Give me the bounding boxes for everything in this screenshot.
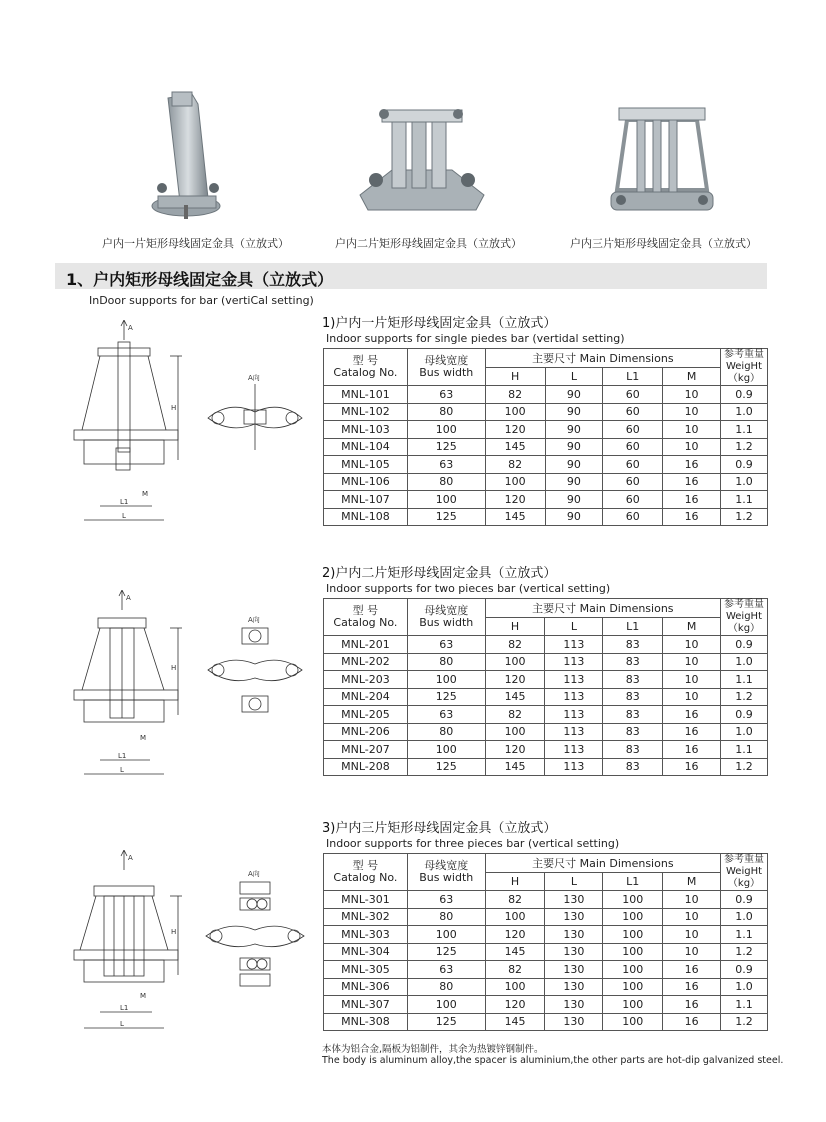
header-weight: 参考重量 WeigHt （kg） <box>720 349 767 386</box>
cell-l: 113 <box>545 741 603 759</box>
cell-l1: 83 <box>603 758 663 776</box>
table-row <box>324 978 768 996</box>
cell-l: 130 <box>545 908 603 926</box>
cell-h: 82 <box>485 456 545 474</box>
cell-m: 16 <box>663 996 721 1014</box>
cell-l: 90 <box>545 473 603 491</box>
header-l1: L1 <box>603 617 663 636</box>
drawing-front-view-3 <box>70 850 190 1040</box>
cell-bus-width: 80 <box>407 723 485 741</box>
cell-catalog-no: MNL-303 <box>324 926 408 944</box>
cell-l1: 100 <box>603 1013 663 1031</box>
label-l: L <box>120 1020 124 1028</box>
cell-weight: 1.1 <box>720 491 767 509</box>
label-m: M <box>140 992 147 1000</box>
header-l1: L1 <box>603 367 663 386</box>
cell-h: 82 <box>485 386 545 404</box>
header-dims: 主要尺寸 Main Dimensions <box>485 599 720 618</box>
label-a-view: A向 <box>248 374 260 382</box>
table-row <box>324 491 768 509</box>
cell-m: 16 <box>663 473 721 491</box>
cell-m: 16 <box>663 456 721 474</box>
cell-weight: 1.0 <box>721 978 768 996</box>
cell-catalog-no: MNL-104 <box>324 438 408 456</box>
table-row <box>324 996 768 1014</box>
header-model: 型 号 Catalog No. <box>324 349 408 386</box>
cell-catalog-no: MNL-301 <box>324 891 408 909</box>
cell-h: 100 <box>485 403 545 421</box>
cell-h: 120 <box>485 926 545 944</box>
cell-l: 113 <box>545 653 603 671</box>
cell-weight: 1.2 <box>720 438 767 456</box>
cell-catalog-no: MNL-304 <box>324 943 408 961</box>
table-row <box>324 723 768 741</box>
header-h: H <box>485 617 545 636</box>
cell-h: 145 <box>485 1013 545 1031</box>
cell-m: 10 <box>663 943 721 961</box>
cell-catalog-no: MNL-108 <box>324 508 408 526</box>
cell-h: 145 <box>485 943 545 961</box>
cell-weight: 1.1 <box>720 671 767 689</box>
label-h: H <box>171 404 177 412</box>
cell-weight: 0.9 <box>720 456 767 474</box>
cell-m: 10 <box>663 926 721 944</box>
cell-catalog-no: MNL-206 <box>324 723 408 741</box>
cell-l: 113 <box>545 758 603 776</box>
cell-bus-width: 80 <box>407 403 485 421</box>
product-photo-one-piece <box>150 90 230 220</box>
cell-h: 82 <box>485 706 545 724</box>
cell-bus-width: 80 <box>407 473 485 491</box>
cell-l: 130 <box>545 943 603 961</box>
cell-weight: 0.9 <box>721 891 768 909</box>
header-dims: 主要尺寸 Main Dimensions <box>485 349 720 368</box>
cell-l1: 100 <box>603 943 663 961</box>
cell-bus-width: 63 <box>407 386 485 404</box>
table-1-subtitle: Indoor supports for single piedes bar (vertidal setting) <box>326 332 625 345</box>
cell-l1: 83 <box>603 653 663 671</box>
cell-m: 10 <box>663 386 721 404</box>
drawing-front-view-1 <box>70 320 190 530</box>
cell-weight: 1.1 <box>720 421 767 439</box>
cell-catalog-no: MNL-202 <box>324 653 408 671</box>
cell-l1: 100 <box>603 908 663 926</box>
cell-l: 113 <box>545 688 603 706</box>
cell-l: 90 <box>545 508 603 526</box>
cell-bus-width: 125 <box>407 758 485 776</box>
cell-l1: 83 <box>603 688 663 706</box>
table-row <box>324 421 768 439</box>
section-title: 1、户内矩形母线固定金具（立放式） <box>66 270 334 289</box>
cell-l: 130 <box>545 978 603 996</box>
cell-weight: 1.2 <box>720 508 767 526</box>
label-a-view: A向 <box>248 870 260 878</box>
table-row <box>324 1013 768 1031</box>
cell-l1: 100 <box>603 996 663 1014</box>
cell-h: 100 <box>485 723 545 741</box>
cell-h: 100 <box>485 978 545 996</box>
cell-h: 145 <box>485 438 545 456</box>
table-1 <box>323 348 768 526</box>
cell-bus-width: 100 <box>407 741 485 759</box>
header-weight: 参考重量 WeigHt （kg） <box>720 599 767 636</box>
cell-weight: 1.0 <box>720 403 767 421</box>
label-a: A <box>128 854 133 862</box>
label-h: H <box>171 664 177 672</box>
label-m: M <box>142 490 149 498</box>
cell-bus-width: 63 <box>407 456 485 474</box>
cell-m: 10 <box>663 403 721 421</box>
cell-catalog-no: MNL-306 <box>324 978 408 996</box>
header-m: M <box>663 617 721 636</box>
table-row <box>324 908 768 926</box>
cell-m: 10 <box>663 688 721 706</box>
cell-h: 100 <box>485 473 545 491</box>
header-m: M <box>663 872 721 891</box>
cell-bus-width: 125 <box>407 438 485 456</box>
cell-l: 130 <box>545 891 603 909</box>
material-note-en: The body is aluminum alloy,the spacer is aluminium,the other parts are hot-dip galvanized steel. <box>322 1055 784 1066</box>
product-photo-three-piece <box>607 100 717 225</box>
header-bus-width: 母线宽度 Bus width <box>407 349 485 386</box>
cell-bus-width: 100 <box>407 926 485 944</box>
cell-weight: 1.0 <box>720 653 767 671</box>
cell-h: 100 <box>485 908 545 926</box>
cell-l1: 60 <box>603 438 663 456</box>
cell-m: 16 <box>663 978 721 996</box>
cell-l1: 60 <box>603 403 663 421</box>
cell-weight: 1.2 <box>720 688 767 706</box>
label-l: L <box>122 512 126 520</box>
cell-m: 16 <box>663 741 721 759</box>
cell-m: 10 <box>663 421 721 439</box>
cell-h: 120 <box>485 421 545 439</box>
cell-l1: 100 <box>603 961 663 979</box>
cell-h: 120 <box>485 996 545 1014</box>
cell-m: 16 <box>663 491 721 509</box>
cell-catalog-no: MNL-105 <box>324 456 408 474</box>
table-row <box>324 961 768 979</box>
cell-weight: 1.2 <box>721 1013 768 1031</box>
table-2-subtitle: Indoor supports for two pieces bar (vertical setting) <box>326 582 611 595</box>
cell-h: 145 <box>485 758 545 776</box>
table-3-title: 3)户内三片矩形母线固定金具（立放式） <box>322 821 557 836</box>
cell-h: 120 <box>485 741 545 759</box>
cell-m: 10 <box>663 671 721 689</box>
cell-l1: 83 <box>603 636 663 654</box>
cell-l: 90 <box>545 421 603 439</box>
table-2-title: 2)户内二片矩形母线固定金具（立放式） <box>322 566 557 581</box>
cell-catalog-no: MNL-203 <box>324 671 408 689</box>
table-1-title: 1)户内一片矩形母线固定金具（立放式） <box>322 316 557 331</box>
table-row <box>324 758 768 776</box>
cell-l: 90 <box>545 386 603 404</box>
cell-h: 120 <box>485 671 545 689</box>
table-row <box>324 653 768 671</box>
cell-l: 113 <box>545 636 603 654</box>
table-row <box>324 671 768 689</box>
cell-weight: 1.1 <box>721 996 768 1014</box>
cell-weight: 1.2 <box>721 943 768 961</box>
cell-l: 90 <box>545 438 603 456</box>
cell-bus-width: 100 <box>407 491 485 509</box>
cell-h: 145 <box>485 688 545 706</box>
cell-bus-width: 63 <box>407 636 485 654</box>
cell-m: 16 <box>663 758 721 776</box>
cell-catalog-no: MNL-207 <box>324 741 408 759</box>
cell-l1: 100 <box>603 891 663 909</box>
label-l1: L1 <box>120 498 129 506</box>
cell-l1: 100 <box>603 926 663 944</box>
label-l: L <box>120 766 124 774</box>
cell-weight: 0.9 <box>720 706 767 724</box>
drawing-a-view-2 <box>200 612 310 722</box>
cell-l1: 100 <box>603 978 663 996</box>
cell-weight: 1.0 <box>720 473 767 491</box>
table-row <box>324 386 768 404</box>
header-l: L <box>545 872 603 891</box>
table-row <box>324 636 768 654</box>
cell-weight: 1.0 <box>720 723 767 741</box>
cell-weight: 0.9 <box>721 961 768 979</box>
label-l1: L1 <box>118 752 127 760</box>
cell-bus-width: 100 <box>407 996 485 1014</box>
table-row <box>324 706 768 724</box>
cell-l1: 60 <box>603 508 663 526</box>
table-row <box>324 943 768 961</box>
header-m: M <box>663 367 721 386</box>
photo-caption-one-piece: 户内一片矩形母线固定金具（立放式） <box>102 237 289 250</box>
header-bus-width: 母线宽度 Bus width <box>407 854 485 891</box>
table-3-subtitle: Indoor supports for three pieces bar (vertical setting) <box>326 837 620 850</box>
cell-l1: 60 <box>603 386 663 404</box>
label-a: A <box>126 594 131 602</box>
cell-l1: 83 <box>603 706 663 724</box>
cell-m: 10 <box>663 438 721 456</box>
cell-m: 16 <box>663 508 721 526</box>
drawing-front-view-2 <box>70 590 190 780</box>
cell-h: 120 <box>485 491 545 509</box>
drawing-a-view-1 <box>200 370 310 460</box>
label-m: M <box>140 734 147 742</box>
cell-m: 10 <box>663 636 721 654</box>
header-h: H <box>485 367 545 386</box>
cell-m: 10 <box>663 653 721 671</box>
cell-h: 100 <box>485 653 545 671</box>
cell-m: 16 <box>663 1013 721 1031</box>
cell-catalog-no: MNL-302 <box>324 908 408 926</box>
cell-m: 16 <box>663 723 721 741</box>
header-bus-width: 母线宽度 Bus width <box>407 599 485 636</box>
cell-weight: 0.9 <box>720 386 767 404</box>
cell-l1: 83 <box>603 723 663 741</box>
cell-l: 113 <box>545 671 603 689</box>
cell-l: 130 <box>545 961 603 979</box>
table-row <box>324 891 768 909</box>
table-row <box>324 741 768 759</box>
cell-l1: 60 <box>603 421 663 439</box>
cell-catalog-no: MNL-208 <box>324 758 408 776</box>
cell-bus-width: 80 <box>407 978 485 996</box>
cell-l: 113 <box>545 706 603 724</box>
table-2 <box>323 598 768 776</box>
drawing-a-view-3 <box>200 866 310 996</box>
cell-catalog-no: MNL-107 <box>324 491 408 509</box>
cell-bus-width: 125 <box>407 943 485 961</box>
cell-catalog-no: MNL-103 <box>324 421 408 439</box>
label-a: A <box>128 324 133 332</box>
photo-caption-two-piece: 户内二片矩形母线固定金具（立放式） <box>335 237 522 250</box>
cell-h: 82 <box>485 636 545 654</box>
table-row <box>324 508 768 526</box>
cell-bus-width: 125 <box>407 688 485 706</box>
cell-bus-width: 100 <box>407 421 485 439</box>
cell-weight: 1.1 <box>720 741 767 759</box>
table-row <box>324 403 768 421</box>
cell-catalog-no: MNL-305 <box>324 961 408 979</box>
cell-weight: 1.1 <box>721 926 768 944</box>
cell-l1: 60 <box>603 473 663 491</box>
cell-catalog-no: MNL-204 <box>324 688 408 706</box>
cell-l1: 60 <box>603 456 663 474</box>
table-row <box>324 926 768 944</box>
cell-l: 130 <box>545 926 603 944</box>
table-3 <box>323 853 768 1031</box>
cell-l1: 83 <box>603 671 663 689</box>
cell-bus-width: 63 <box>407 961 485 979</box>
section-subtitle: InDoor supports for bar (vertiCal setting) <box>89 294 314 307</box>
cell-bus-width: 80 <box>407 908 485 926</box>
cell-m: 10 <box>663 908 721 926</box>
cell-m: 16 <box>663 961 721 979</box>
header-model: 型 号 Catalog No. <box>324 599 408 636</box>
cell-m: 16 <box>663 706 721 724</box>
cell-bus-width: 100 <box>407 671 485 689</box>
header-weight: 参考重量 WeigHt （kg） <box>721 854 768 891</box>
table-row <box>324 438 768 456</box>
cell-bus-width: 125 <box>407 508 485 526</box>
table-row <box>324 456 768 474</box>
cell-l: 90 <box>545 491 603 509</box>
cell-catalog-no: MNL-205 <box>324 706 408 724</box>
header-dims: 主要尺寸 Main Dimensions <box>485 854 720 873</box>
material-note-cn: 本体为铝合金,隔板为铝制件，其余为热镀锌钢制件。 <box>322 1044 544 1055</box>
cell-l: 90 <box>545 403 603 421</box>
table-row <box>324 473 768 491</box>
cell-l: 130 <box>545 996 603 1014</box>
cell-l1: 60 <box>603 491 663 509</box>
cell-bus-width: 80 <box>407 653 485 671</box>
header-l: L <box>545 367 603 386</box>
cell-l: 90 <box>545 456 603 474</box>
cell-catalog-no: MNL-307 <box>324 996 408 1014</box>
label-h: H <box>171 928 177 936</box>
cell-catalog-no: MNL-106 <box>324 473 408 491</box>
cell-h: 82 <box>485 961 545 979</box>
header-l: L <box>545 617 603 636</box>
cell-catalog-no: MNL-102 <box>324 403 408 421</box>
header-model: 型 号 Catalog No. <box>324 854 408 891</box>
cell-bus-width: 125 <box>407 1013 485 1031</box>
table-row <box>324 688 768 706</box>
product-photo-two-piece <box>352 100 492 225</box>
label-a-view: A向 <box>248 616 260 624</box>
cell-bus-width: 63 <box>407 891 485 909</box>
cell-h: 145 <box>485 508 545 526</box>
cell-weight: 1.0 <box>721 908 768 926</box>
cell-bus-width: 63 <box>407 706 485 724</box>
cell-l1: 83 <box>603 741 663 759</box>
cell-catalog-no: MNL-201 <box>324 636 408 654</box>
cell-weight: 0.9 <box>720 636 767 654</box>
cell-h: 82 <box>485 891 545 909</box>
photo-caption-three-piece: 户内三片矩形母线固定金具（立放式） <box>570 237 757 250</box>
cell-catalog-no: MNL-101 <box>324 386 408 404</box>
header-h: H <box>485 872 545 891</box>
cell-m: 10 <box>663 891 721 909</box>
label-l1: L1 <box>120 1004 129 1012</box>
cell-weight: 1.2 <box>720 758 767 776</box>
cell-l: 130 <box>545 1013 603 1031</box>
header-l1: L1 <box>603 872 663 891</box>
cell-l: 113 <box>545 723 603 741</box>
cell-catalog-no: MNL-308 <box>324 1013 408 1031</box>
